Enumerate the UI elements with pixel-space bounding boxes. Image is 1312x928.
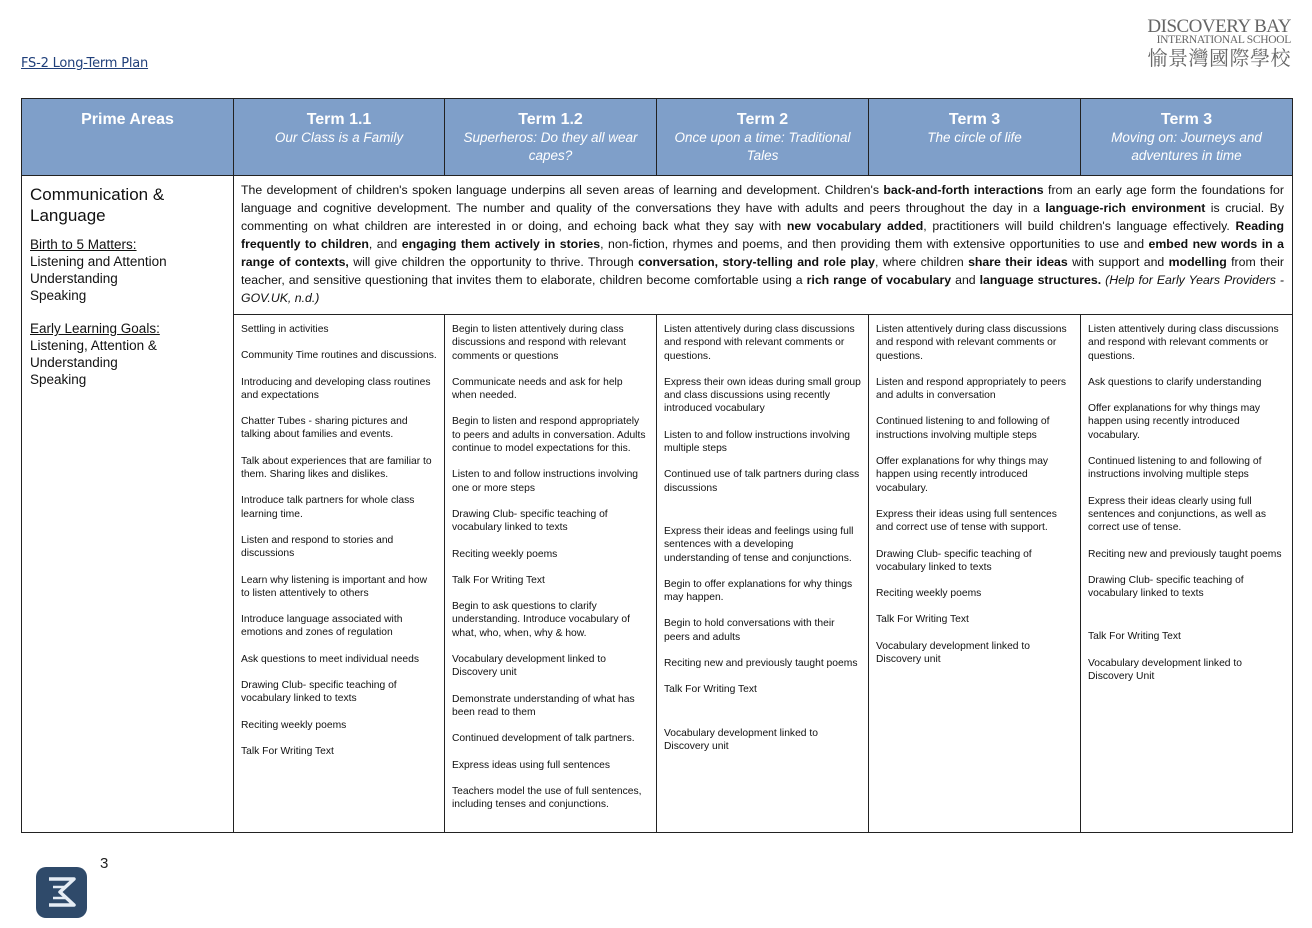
header-term-2 (657, 99, 869, 176)
column-title: Term 3 (948, 111, 1001, 128)
term-item: Begin to offer explanations for why things may happen. (664, 578, 853, 604)
term-item: Introduce language associated with emotions and zones of regulation (241, 614, 403, 639)
term-item: Vocabulary development linked to Discovery Unit (1088, 657, 1242, 683)
intro-segment: is crucial. By commenting on what children are interested in or doing, and echoing back what they say with (241, 201, 1284, 233)
term-item: Reciting weekly poems (452, 548, 558, 560)
term-item: Continued development of talk partners. (452, 733, 635, 745)
term-item: Begin to listen and respond appropriately to peers and adults in conversation. Adults continue to model expectations for this. (452, 416, 646, 455)
term-item: Express their ideas clearly using full sentences and conjunctions, as well as correct use of tense. (1088, 495, 1267, 534)
term-item: Vocabulary development linked to Discovery unit (452, 654, 606, 679)
term-item (664, 508, 861, 512)
area-item: Understanding (30, 355, 118, 370)
logo-line-1: DISCOVERY BAY (1147, 16, 1291, 37)
term-item: Vocabulary development linked to Discovery unit (664, 727, 818, 752)
term-item: Talk For Writing Text (664, 684, 757, 696)
header-term-1-2 (445, 99, 657, 176)
column-subtitle: Once upon a time: Traditional Tales (674, 130, 851, 163)
term-item: Community Time routines and discussions. (241, 350, 437, 362)
intro-segment: Reading frequently to children (241, 219, 1284, 251)
term-item: Continued use of talk partners during class discussions (664, 469, 860, 494)
term-item: Talk For Writing Text (1088, 631, 1181, 643)
area-item: Understanding (30, 271, 118, 286)
term-item: Teachers model the use of full sentences, including tenses and conjunctions. (452, 785, 642, 811)
logo-line-3: 愉景灣國際學校 (1147, 46, 1291, 70)
term-item: Talk For Writing Text (876, 614, 969, 626)
table-header-row (22, 99, 1293, 176)
header-term-3a (869, 99, 1081, 176)
prime-area-cell (22, 176, 234, 833)
term-item: Express ideas using full sentences (452, 759, 610, 771)
term-item: Reciting new and previously taught poems (1088, 548, 1282, 560)
term-item: Listen attentively during class discussions and respond with relevant comments or questions. (876, 324, 1067, 362)
intro-paragraph (234, 176, 1293, 315)
intro-segment: embed new words in a range of contexts, (241, 237, 1284, 269)
column-title: Term 1.1 (306, 111, 372, 128)
term-item: Drawing Club- specific teaching of vocabulary linked to texts (1088, 574, 1244, 600)
intro-segment: with support and (1067, 255, 1169, 269)
term-3a-cell (869, 315, 1081, 833)
column-subtitle: Moving on: Journeys and adventures in time (1111, 130, 1262, 163)
intro-segment: , where children (874, 255, 969, 269)
term-item: Demonstrate understanding of what has been read to them (452, 693, 635, 718)
intro-segment: and (951, 273, 980, 287)
area-item: Listening, Attention & (30, 338, 157, 353)
term-item: Vocabulary development linked to Discovery unit (876, 640, 1030, 666)
term-item: Begin to listen attentively during class discussions and respond with relevant comments or questions (452, 324, 627, 362)
intro-segment: conversation, story-telling and role play (638, 255, 875, 269)
term-item: Reciting weekly poems (876, 588, 982, 600)
term-item: Listen attentively during class discussions and respond with relevant comments or questions. (1088, 324, 1279, 362)
column-subtitle: Superheros: Do they all wear capes? (463, 130, 638, 163)
term-item: Introducing and developing class routines and expectations (241, 376, 431, 401)
term-item: Express their own ideas during small group and class discussions using recently introduced vocabulary (664, 376, 861, 415)
term-3b-cell (1081, 315, 1293, 833)
intro-segment: from an early age form the foundations for language and cognitive development. The number and quality of the conversations they have with adults and peers throughout the day in a (241, 183, 1284, 215)
area-item: Speaking (30, 372, 87, 387)
area-label-early-learning-goals: Early Learning Goals: (30, 321, 160, 336)
term-1-2-cell (445, 315, 657, 833)
area-item: Speaking (30, 288, 87, 303)
term-item: Drawing Club- specific teaching of vocabulary linked to texts (876, 548, 1032, 573)
term-item: Listen and respond appropriately to peers and adults in conversation (876, 376, 1067, 402)
term-1-1-cell (234, 315, 445, 833)
area-title: Communication & Language (30, 185, 165, 225)
column-title: Term 3 (1160, 111, 1213, 128)
column-subtitle: Our Class is a Family (274, 130, 404, 145)
intro-row (22, 176, 1293, 315)
term-item: Ask questions to meet individual needs (241, 653, 420, 665)
intro-segment: language-rich environment (1045, 201, 1206, 215)
term-item: Talk For Writing Text (452, 574, 545, 586)
term-item: Listen to and follow instructions involving one or more steps (452, 469, 639, 494)
term-item (1088, 613, 1285, 617)
intro-segment: will give children the opportunity to thrive. Through (348, 255, 639, 269)
intro-segment: new vocabulary added (786, 219, 924, 233)
intro-segment: The development of children's spoken language underpins all seven areas of learning and development. Children's (241, 183, 884, 197)
term-item: Continued listening to and following of instructions involving multiple steps (1088, 456, 1262, 481)
column-title: Term 2 (736, 111, 789, 128)
term-item: Talk about experiences that are familiar to them. Sharing likes and dislikes. (241, 455, 432, 481)
term-item: Continued listening to and following of instructions involving multiple steps (876, 416, 1050, 441)
term-item: Listen to and follow instructions involving multiple steps (664, 429, 851, 455)
term-2-cell (657, 315, 869, 833)
term-item: Introduce talk partners for whole class learning time. (241, 495, 415, 520)
header-term-3b (1081, 99, 1293, 176)
term-item: Communicate needs and ask for help when needed. (452, 376, 623, 402)
intro-segment: modelling (1168, 255, 1227, 269)
intro-segment: , practitioners will build children's language effectively. (923, 219, 1236, 233)
term-item: Settling in activities (241, 324, 329, 335)
term-item: Listen attentively during class discussions and respond with relevant comments or questions. (664, 324, 855, 362)
term-item: Drawing Club- specific teaching of vocabulary linked to texts (452, 508, 608, 534)
column-title: Term 1.2 (518, 111, 583, 128)
intro-segment: back-and-forth interactions (883, 183, 1044, 197)
term-item: Begin to ask questions to clarify understanding. Introduce vocabulary of what, who, when, why & how. (452, 601, 631, 639)
intro-segment: share their ideas (968, 255, 1068, 269)
intro-segment: engaging them actively in stories (401, 237, 601, 251)
term-item: Offer explanations for why things may happen using recently introduced vocabulary. (1088, 403, 1261, 441)
term-item: Reciting new and previously taught poems (664, 658, 858, 670)
term-item (664, 710, 861, 714)
intro-segment: rich range of vocabulary (806, 273, 952, 287)
logo-line-2: INTERNATIONAL SCHOOL (1156, 34, 1291, 46)
long-term-plan-table (21, 98, 1293, 833)
area-label-birth-to-5: Birth to 5 Matters: (30, 237, 137, 252)
term-item: Chatter Tubes - sharing pictures and talking about families and events. (241, 416, 408, 441)
column-title: Prime Areas (81, 111, 174, 128)
term-item: Learn why listening is important and how to listen attentively to others (241, 574, 428, 599)
term-item: Drawing Club- specific teaching of vocabulary linked to texts (241, 680, 397, 705)
doc-title[interactable]: FS-2 Long-Term Plan (21, 56, 149, 71)
area-item: Listening and Attention (30, 254, 167, 269)
term-item: Express their ideas and feelings using full sentences with a developing understanding of tense and conjunctions. (664, 525, 854, 564)
intro-segment: , and (368, 237, 402, 251)
header-prime-areas (22, 99, 234, 176)
intro-segment: from their teacher, and sensitive questioning that invites them to elaborate, children become comfortable using a (241, 255, 1284, 287)
school-logo (1147, 18, 1291, 70)
term-item: Express their ideas using full sentences and correct use of tense with support. (876, 508, 1057, 534)
intro-segment: language structures. (979, 273, 1102, 287)
page-number: 3 (100, 855, 109, 872)
intro-segment: , non-fiction, rhymes and poems, and then providing them with extensive opportunities to use and (600, 237, 1149, 251)
term-item: Reciting weekly poems (241, 719, 347, 731)
term-item: Begin to hold conversations with their peers and adults (664, 618, 835, 643)
term-item: Talk For Writing Text (241, 745, 334, 757)
intro-segment: (Help for Early Years Providers - GOV.UK, n.d.) (241, 273, 1285, 305)
term-item: Offer explanations for why things may happen using recently introduced vocabulary. (876, 456, 1049, 494)
column-subtitle: The circle of life (927, 130, 1022, 145)
header-term-1-1 (234, 99, 445, 176)
term-item: Listen and respond to stories and discussions (241, 534, 394, 560)
slides-app-icon[interactable] (36, 867, 87, 918)
term-item: Ask questions to clarify understanding (1088, 376, 1262, 388)
